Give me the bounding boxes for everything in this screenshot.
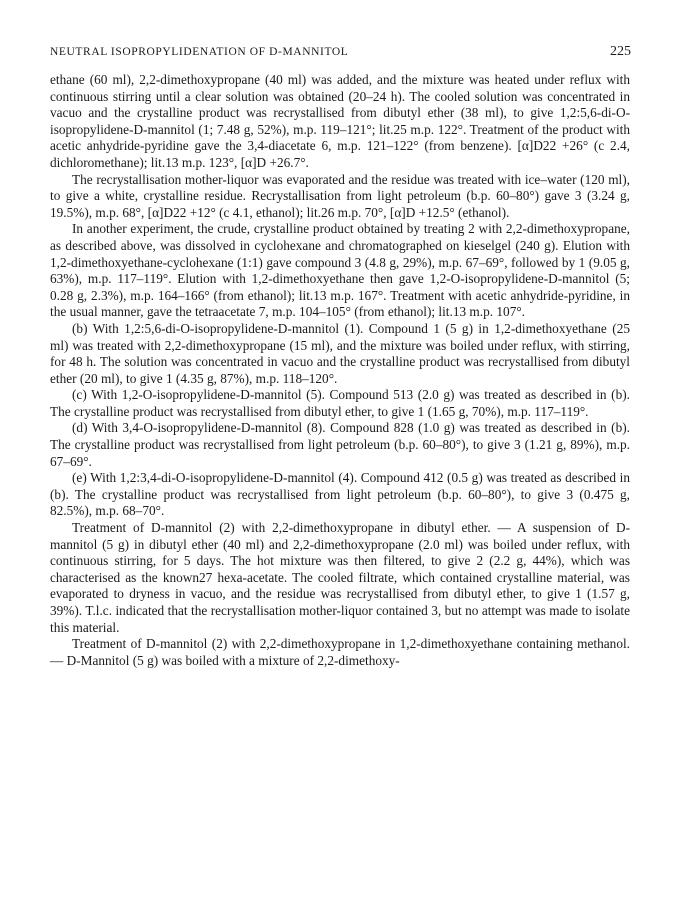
paragraph-dimethoxyethane: Treatment of D-mannitol (2) with 2,2-dimethoxypropane in 1,2-dimethoxyethane containing methanol. — D-Mannitol (5 g) was boiled with a mixture of 2,2-dimethoxy- xyxy=(50,636,630,668)
body-text xyxy=(50,72,630,669)
paragraph-section-c: (c) With 1,2-O-isopropylidene-D-mannitol (5). Compound 513 (2.0 g) was treated as described in (b). The crystalline product was recrystallised from dibutyl ether, to give 1 (1.65 g, 70%), m.p. 117–119°. xyxy=(50,387,630,419)
paragraph-dibutyl-ether: Treatment of D-mannitol (2) with 2,2-dimethoxypropane in dibutyl ether. — A suspension of D-mannitol (5 g) in dibutyl ether (40 ml) and 2,2-dimethoxypropane (2.0 ml) was boiled under reflux, with continuous stirring, for 5 days. The hot mixture was then filtered, to give 2 (2.2 g, 44%), which was characterised as the known27 hexa-acetate. The cooled filtrate, which contained crystalline material, was evaporated to dryness in vacuo, and the residue was recrystallised from dibutyl ether, to give 1 (1.57 g, 39%). T.l.c. indicated that the recrystallisation mother-liquor contained 3, but no attempt was made to isolate this material. xyxy=(50,520,630,635)
page-number: 225 xyxy=(610,44,631,59)
paragraph-section-b: (b) With 1,2:5,6-di-O-isopropylidene-D-mannitol (1). Compound 1 (5 g) in 1,2-dimethoxyethane (25 ml) was treated with 2,2-dimethoxypropane (15 ml), and the mixture was boiled under reflux, with stirring, for 48 h. The solution was concentrated in vacuo and the crystalline product was recrystallised from dibutyl ether (20 ml), to give 1 (4.35 g, 87%), m.p. 118–120°. xyxy=(50,320,630,386)
paragraph-another-experiment: In another experiment, the crude, crystalline product obtained by treating 2 with 2,2-dimethoxypropane, as described above, was dissolved in cyclohexane and chromatographed on kieselgel (240 g). Elution with 1,2-dimethoxyethane-cyclohexane (1:1) gave compound 3 (4.8 g, 29%), m.p. 67–69°, followed by 1 (9.05 g, 63%), m.p. 117–119°. Elution with 1,2-dimethoxyethane then gave 1,2-O-isopropylidene-D-mannitol (5; 0.28 g, 2.3%), m.p. 164–166° (from ethanol); lit.13 m.p. 167°. Treatment with acetic anhydride-pyridine, in the usual manner, gave the tetraacetate 7, m.p. 104–105° (from ethanol); lit.13 m.p. 107°. xyxy=(50,221,630,320)
running-title: NEUTRAL ISOPROPYLIDENATION OF D-MANNITOL xyxy=(50,46,349,58)
paragraph-mother-liquor: The recrystallisation mother-liquor was evaporated and the residue was treated with ice–water (120 ml), to give a white, crystalline residue. Recrystallisation from light petroleum (b.p. 60–80°) gave 3 (3.24 g, 19.5%), m.p. 68°, [α]D22 +12° (c 4.1, ethanol); lit.26 m.p. 70°, [α]D +12.5° (ethanol). xyxy=(50,171,630,220)
running-header xyxy=(50,44,631,60)
paragraph-continuation: ethane (60 ml), 2,2-dimethoxypropane (40 ml) was added, and the mixture was heated under reflux with continuous stirring until a clear solution was obtained (20–24 h). The cooled solution was concentrated in vacuo and the crystalline product was recrystallised from dibutyl ether (38 ml), to give 1,2:5,6-di-O-isopropylidene-D-mannitol (1; 7.48 g, 52%), m.p. 119–121°; lit.25 m.p. 122°. Treatment of the product with acetic anhydride-pyridine gave the 3,4-diacetate 6, m.p. 121–122° (from benzene). [α]D22 +26° (c 2.4, dichloromethane); lit.13 m.p. 123°, [α]D +26.7°. xyxy=(50,72,630,170)
paragraph-section-e: (e) With 1,2:3,4-di-O-isopropylidene-D-mannitol (4). Compound 412 (0.5 g) was treated as described in (b). The crystalline product was recrystallised from light petroleum (b.p. 60–80°), to give 3 (0.475 g, 82.5%), m.p. 68–70°. xyxy=(50,470,630,519)
paragraph-section-d: (d) With 3,4-O-isopropylidene-D-mannitol (8). Compound 828 (1.0 g) was treated as described in (b). The crystalline product was recrystallised from light petroleum (b.p. 60–80°), to give 3 (1.21 g, 89%), m.p. 67–69°. xyxy=(50,420,630,469)
